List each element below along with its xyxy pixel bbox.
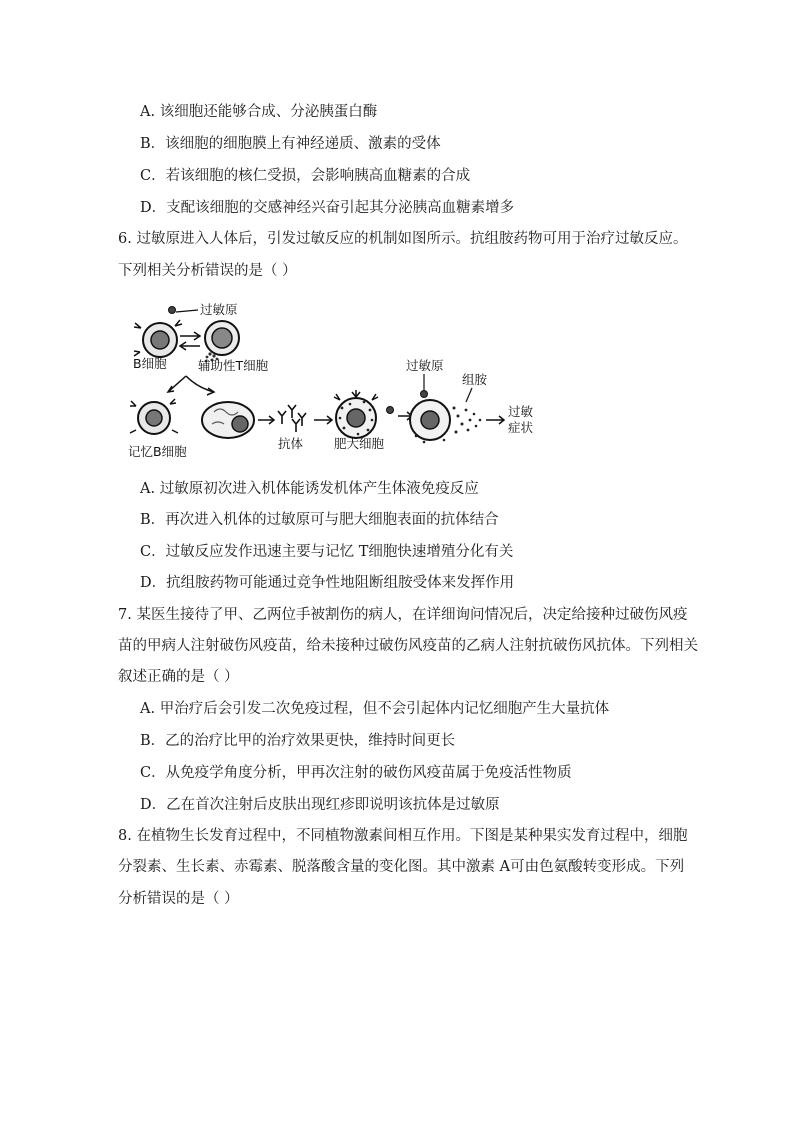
allergen-right-dot [421,391,428,398]
label-allergen-right: 过敏原 [406,358,444,373]
arrow-t-to-b [180,342,200,350]
q6-option-d: D．抗组胺药物可能通过竞争性地阻断组胺受体来发挥作用 [140,575,515,591]
q7-stem-line3: 叙述正确的是（ ） [118,669,239,685]
q5-option-d: D．支配该细胞的交感神经兴奋引起其分泌胰高血糖素增多 [140,200,515,216]
antibody-illustration [278,405,306,432]
q8-stem-line3: 分析错误的是（ ） [118,891,239,907]
arrow-to-symptoms [486,416,504,424]
plasma-cell-illustration [202,402,254,438]
arrow-to-memory-b [168,376,186,392]
allergy-mechanism-diagram [128,296,558,466]
arrow-antibody-to-mast [314,416,332,424]
memory-b-cell-illustration [130,399,178,434]
q6-option-c: C．过敏反应发作迅速主要与记忆 T细胞快速增殖分化有关 [140,544,514,560]
degranulating-mast-cell-illustration [410,400,481,443]
q6-option-a: A. 过敏原初次进入机体能诱发机体产生体液免疫反应 [140,481,479,497]
label-helper-t-cell: 辅助性T细胞 [198,358,269,373]
label-antibody: 抗体 [278,436,304,451]
label-b-cell: B细胞 [133,356,167,371]
q8-stem-line1: 8. 在植物生长发育过程中，不同植物激素间相互作用。下图是某种果实发育过程中，细胞 [118,828,688,844]
label-histamine: 组胺 [462,372,488,387]
allergen-dot [387,407,394,414]
q7-stem-line2: 苗的甲病人注射破伤风疫苗，给未接种过破伤风疫苗的乙病人注射抗破伤风抗体。下列相关 [118,638,698,654]
q8-stem-line2: 分裂素、生长素、赤霉素、脱落酸含量的变化图。其中激素 A可由色氨酸转变形成。下列 [118,859,685,875]
arrow-to-plasma [186,376,214,395]
q5-option-a: A. 该细胞还能够合成、分泌胰蛋白酶 [140,104,378,120]
q6-stem-line2: 下列相关分析错误的是（ ） [118,263,297,279]
label-symptom-line1: 过敏 [508,404,534,419]
label-allergen-top: 过敏原 [200,302,238,317]
label-memory-b-cell: 记忆B细胞 [128,444,187,459]
q7-option-a: A. 甲治疗后会引发二次免疫过程，但不会引起体内记忆细胞产生大量抗体 [140,701,610,717]
q7-option-c: C．从免疫学角度分析，甲再次注射的破伤风疫苗属于免疫活性物质 [140,765,572,781]
q7-option-d: D．乙在首次注射后皮肤出现红疹即说明该抗体是过敏原 [140,797,500,813]
arrow-b-to-t [180,332,200,340]
helper-t-cell-illustration [205,321,239,362]
label-mast-cell: 肥大细胞 [334,436,385,451]
arrow-plasma-to-antibody [258,416,274,424]
q5-option-b: B．该细胞的细胞膜上有神经递质、激素的受体 [140,136,441,152]
histamine-pointer [466,388,472,402]
allergen-pointer [176,310,198,312]
q7-stem-line1: 7. 某医生接待了甲、乙两位手被割伤的病人，在详细询问情况后，决定给接种过破伤风疫 [118,607,688,623]
q6-option-b: B．再次进入机体的过敏原可与肥大细胞表面的抗体结合 [140,512,499,528]
mast-cell-illustration [334,390,378,438]
q7-option-b: B．乙的治疗比甲的治疗效果更快，维持时间更长 [140,733,456,749]
q6-stem-line1: 6. 过敏原进入人体后，引发过敏反应的机制如图所示。抗组胺药物可用于治疗过敏反应。 [118,231,688,247]
q5-option-c: C．若该细胞的核仁受损，会影响胰高血糖素的合成 [140,168,471,184]
label-symptom-line2: 症状 [508,420,534,435]
b-cell-illustration [134,307,182,358]
